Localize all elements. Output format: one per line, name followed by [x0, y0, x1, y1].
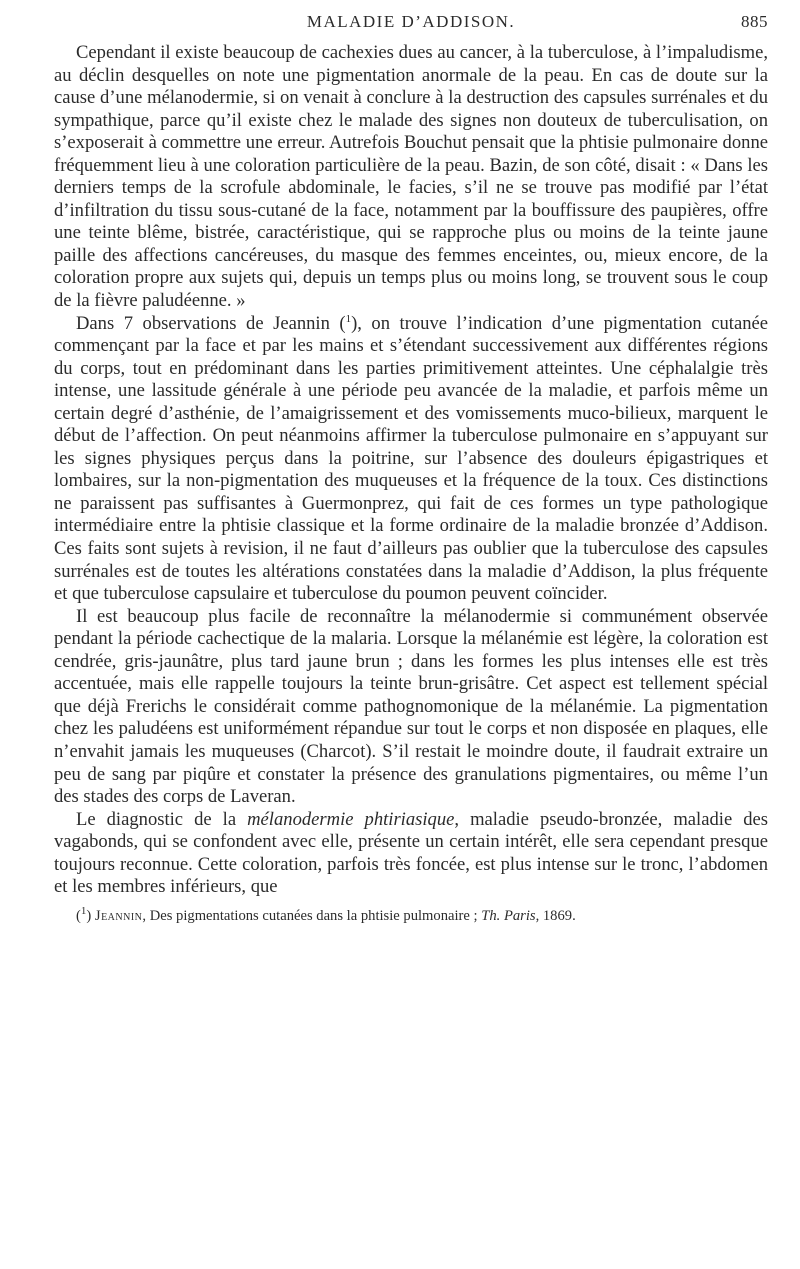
paragraph-jeannin-lead: Dans 7 observations de Jeannin ( — [76, 312, 346, 334]
footnote-author: Jeannin — [94, 907, 143, 924]
italic-term: mélanodermie phtiriasique — [247, 808, 455, 830]
footnote-marker: 1 — [80, 904, 87, 917]
footnote-reference-source: Th. Paris — [481, 907, 536, 924]
paragraph-phtiriasique — [54, 809, 768, 899]
paragraph-phtiriasique-lead: Le diagnostic de la — [76, 808, 248, 830]
footnote-year: , 1869. — [535, 907, 576, 924]
paragraph-cachexies: Cependant il existe beaucoup de cachexies dues au cancer, à la tuberculose, à l’impaludisme, au déclin desquelles on note une pigmentation anormale de la peau. En cas de doute sur la cause d’une mélanodermie, si on venait à conclure à la destruction des capsules surrénales et du sympathique, parce qu’il existe chez le malade des signes non douteux de tuberculisation, on s’exposerait à commettre une erreur. Autrefois Bouchut pensait que la phtisie pulmonaire donne fréquemment lieu à une coloration particulière de la peau. Bazin, de son côté, disait : « Dans les derniers temps de la scrofule abdominale, le facies, s’il ne se trouve pas modifié par l’état d’infiltration du tissu sous-cutané de la face, notamment par la bouffissure des paupières, offre une teinte blême, bistrée, caractéristique, qui se rapproche plus ou moins de la teinte jaune paille des affections cancéreuses, du masque des femmes enceintes, ou, mieux encore, de la coloration propre aux sujets qui, depuis un temps plus ou moins long, se trouvent sous le coup de la fièvre paludéenne. » — [54, 42, 768, 312]
book-page — [54, 12, 768, 925]
running-title: MALADIE D’ADDISON. — [306, 12, 516, 31]
paragraph-malaria: Il est beaucoup plus facile de reconnaître la mélanodermie si communément observée pendant la période cachectique de la malaria. Lorsque la mélanémie est légère, la coloration est cendrée, gris-jaunâtre, plus tard jaune brun ; dans les formes les plus intenses elle est très accentuée, mais elle rappelle toujours la teinte brun-grisâtre. Cet aspect est tellement spécial que déjà Frerichs le considérait comme pathognomonique de la mélanémie. La pigmentation chez les paludéens est uniformément répandue sur tout le corps et non disposée en plaques, elle n’envahit jamais les muqueuses (Charcot). S’il restait le moindre doute, il faudrait extraire un peu de sang par piqûre et constater la présence des granulations pigmentaires, ou même l’un des stades des corps de Laveran. — [54, 605, 768, 808]
paragraph-phtiriasique-body: , maladie pseudo-bronzée, maladie des vagabonds, qui se confondent avec elle, présente un certain intérêt, elle sera cependant presque toujours reconnue. Cette coloration, parfois très foncée, est plus intense sur le tronc, l’abdomen et les membres inférieurs, que — [54, 808, 769, 898]
page-number: 885 — [741, 12, 768, 31]
paragraph-jeannin-body: ), on trouve l’indication d’une pigmentation cutanée commençant par la face et par les mains et s’étendant successivement aux différentes régions du corps, tout en prédominant dans les parties primitivement atteintes. Une céphalalgie très intense, une lassitude générale à une période peu avancée de la maladie, et parfois même un certain degré d’asthénie, de l’amaigrissement et des vomissements muco-bilieux, marquent le début de l’affection. On peut néanmoins affirmer la tuberculose pulmonaire en s’appuyant sur les signes physiques perçus dans la poitrine, sur l’absence des douleurs épigastriques et lombaires, sur la non-pigmentation des muqueuses et la fréquence de la toux. Ces distinctions ne paraissent pas suffisantes à Guermonprez, qui fait de ces formes un type pathologique intermédiaire entre la phtisie classique et la forme ordinaire de la maladie bronzée d’Addison. Ces faits sont sujets à revision, il ne faut d’ailleurs pas oublier que la tuberculose des capsules surrénales est de toutes les altérations constatées dans la maladie d’Addison, la plus fréquente et que tuberculose capsulaire et tuberculose du poumon peuvent coïncider. — [54, 312, 768, 605]
body-text — [54, 42, 768, 899]
running-head — [54, 12, 768, 40]
footnote-title: , Des pigmentations cutanées dans la phtisie pulmonaire ; — [142, 907, 482, 924]
footnote-reference: 1 — [345, 312, 352, 325]
paragraph-jeannin — [54, 313, 768, 606]
footnote: ($^1$) Jeannin, Des pigmentations cutanées dans la phtisie pulmonaire ; Th. Paris, 1869. — [76, 904, 576, 924]
